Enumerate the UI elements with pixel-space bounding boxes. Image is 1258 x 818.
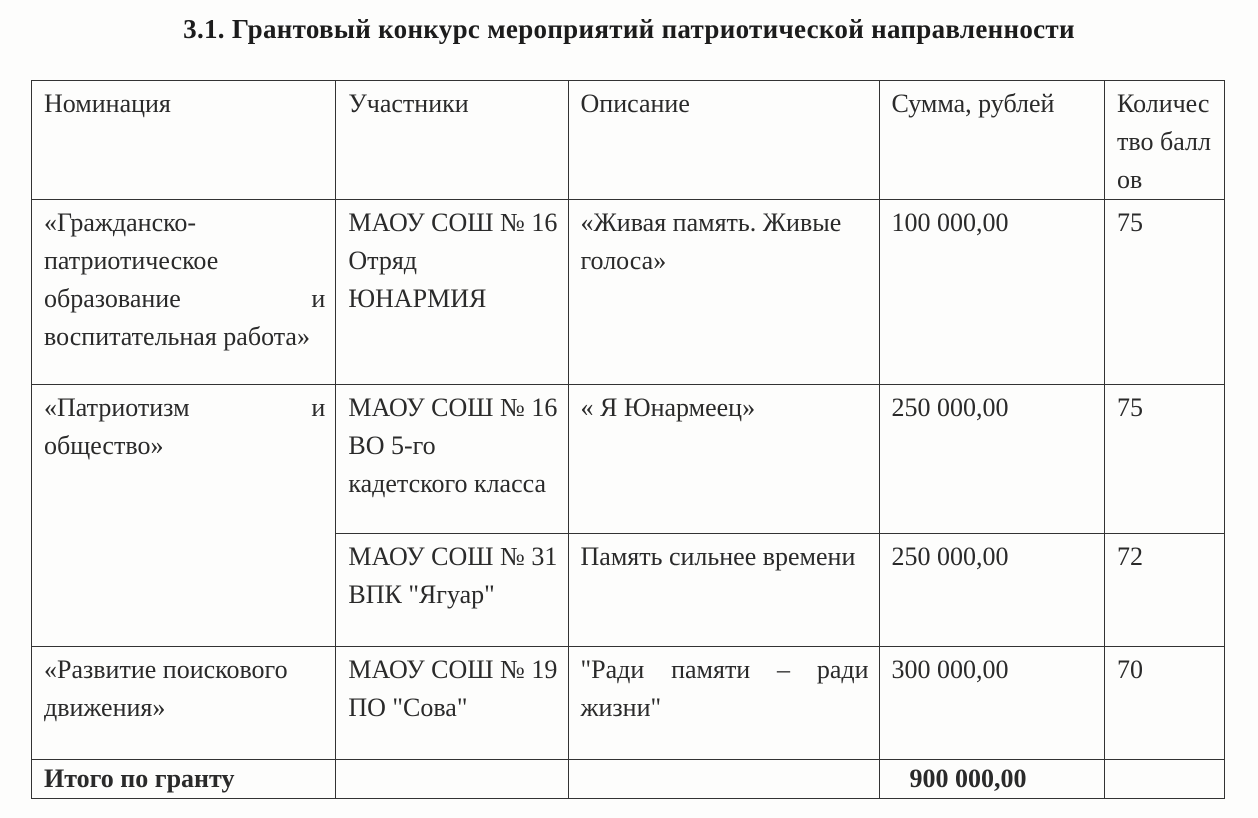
cell-score: 75 xyxy=(1105,200,1225,385)
cell-score: 72 xyxy=(1105,534,1225,647)
cell-amount: 250 000,00 xyxy=(879,534,1104,647)
section-title: 3.1. Грантовый конкурс мероприятий патриотической направленности xyxy=(183,14,1075,44)
cell-nomination: «Развитие поискового движения» xyxy=(32,647,336,760)
cell-description: «Живая память. Живые голоса» xyxy=(568,200,879,385)
cell-description: Память сильнее времени xyxy=(568,534,879,647)
total-empty-participants xyxy=(336,760,568,799)
cell-participants: МАОУ СОШ № 16 Отряд ЮНАРМИЯ xyxy=(336,200,568,385)
header-amount: Сумма, рублей xyxy=(879,81,1104,200)
cell-nomination: «Гражданско-патриотическое образование и воспитательная работа» xyxy=(32,200,336,385)
cell-description: "Ради памяти – ради жизни" xyxy=(568,647,879,760)
total-label: Итого по гранту xyxy=(32,760,336,799)
cell-score: 70 xyxy=(1105,647,1225,760)
cell-score: 75 xyxy=(1105,385,1225,534)
table-total-row xyxy=(32,760,1225,799)
grant-table xyxy=(31,80,1225,799)
table-row xyxy=(32,647,1225,760)
cell-nomination: «Патриотизм и общество» xyxy=(32,385,336,647)
table-row xyxy=(32,200,1225,385)
cell-participants: МАОУ СОШ № 19 ПО "Сова" xyxy=(336,647,568,760)
header-nomination: Номинация xyxy=(32,81,336,200)
table-header-row xyxy=(32,81,1225,200)
cell-amount: 300 000,00 xyxy=(879,647,1104,760)
total-empty-score xyxy=(1105,760,1225,799)
total-empty-description xyxy=(568,760,879,799)
cell-description: « Я Юнармеец» xyxy=(568,385,879,534)
cell-amount: 100 000,00 xyxy=(879,200,1104,385)
cell-amount: 250 000,00 xyxy=(879,385,1104,534)
table-row xyxy=(32,385,1225,534)
total-amount: 900 000,00 xyxy=(879,760,1104,799)
cell-participants: МАОУ СОШ № 31 ВПК "Ягуар" xyxy=(336,534,568,647)
cell-participants: МАОУ СОШ № 16 ВО 5-го кадетского класса xyxy=(336,385,568,534)
header-score: Количество баллов xyxy=(1105,81,1225,200)
header-participants: Участники xyxy=(336,81,568,200)
header-description: Описание xyxy=(568,81,879,200)
